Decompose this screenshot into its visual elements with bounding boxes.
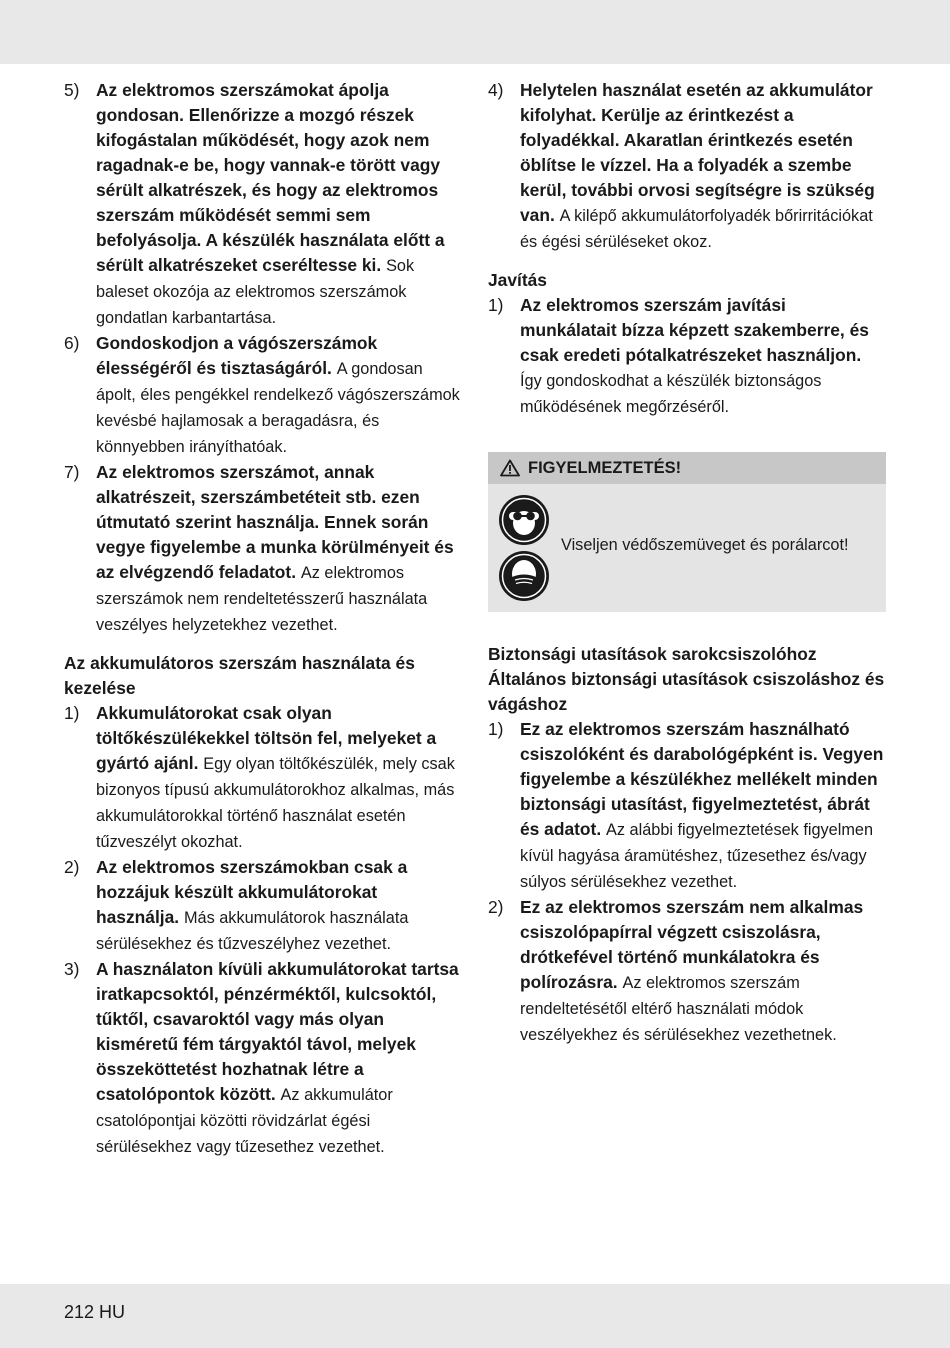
warning-title: FIGYELMEZTETÉS! — [528, 458, 682, 477]
warning-box — [488, 452, 886, 612]
item-normal-text: Egy olyan töltőkészülék, mely csak bizonyos típusú akkumulátorokhoz alkalmas, más akkumulátorokkal történő használat esetén tűzveszélyt okozhat. — [96, 755, 455, 851]
item-bold-text: Az elektromos szerszámokban csak a hozzájuk készült akkumulátorokat használja. — [96, 857, 408, 927]
item-number: 7) — [64, 462, 80, 482]
list-item — [488, 895, 886, 1048]
list-item — [488, 293, 886, 420]
item-normal-text: Más akkumulátorok használata sérülésekhez és tűzveszélyhez vezethet. — [96, 909, 409, 953]
section-subheading: Általános biztonsági utasítások csiszoláshoz és vágáshoz — [488, 669, 885, 714]
item-normal-text: Az alábbi figyelmeztetések figyelmen kívül hagyása áramütéshez, tűzesethez és/vagy súlyos sérülésekhez vezethet. — [520, 821, 873, 891]
item-number: 1) — [488, 719, 504, 739]
list-item — [488, 78, 886, 255]
item-bold-text: Ez az elektromos szerszám használható csiszolóként és darabológépként is. Vegyen figyelembe a készülékhez mellékelt minden biztonsági utasítást, figyelmeztetést, ábrát és adatot. — [520, 719, 884, 839]
warning-triangle-icon — [500, 459, 520, 477]
item-normal-text: A gondosan ápolt, éles pengékkel rendelkező vágószerszámok kevésbé hajlamosak a beragadásra, és könnyebben irányíthatóak. — [96, 360, 460, 456]
item-bold-text: Gondoskodjon a vágószerszámok élességéről és tisztaságáról. — [96, 333, 378, 378]
item-number: 2) — [488, 897, 504, 917]
list-item — [64, 78, 464, 331]
item-number: 5) — [64, 80, 80, 100]
item-normal-text: Így gondoskodhat a készülék biztonságos működésének megőrzéséről. — [520, 372, 822, 416]
left-column — [64, 78, 464, 1160]
item-normal-text: Az akkumulátor csatolópontjai közötti rövidzárlat égési sérülésekhez vagy tűzesethez vezethet. — [96, 1086, 393, 1156]
item-number: 1) — [64, 703, 80, 723]
bottom-band — [0, 1284, 950, 1348]
list-item — [64, 331, 464, 460]
top-band — [0, 0, 950, 64]
section-heading: Az akkumulátoros szerszám használata és kezelése — [64, 653, 415, 698]
item-normal-text: Az elektromos szerszámok nem rendeltetésszerű használata veszélyes helyzetekhez vezethet. — [96, 564, 428, 634]
goggles-icon — [498, 494, 550, 546]
list-item — [64, 460, 464, 638]
item-number: 3) — [64, 959, 80, 979]
list-item — [64, 701, 464, 855]
warning-header — [488, 452, 886, 484]
list-item — [64, 855, 464, 957]
item-bold-text: Akkumulátorokat csak olyan töltőkészülékekkel töltsön fel, melyeket a gyártó ajánl. — [96, 703, 437, 773]
dust-mask-icon — [498, 550, 550, 602]
page-number: 212 HU — [64, 1302, 126, 1322]
item-bold-text: Helytelen használat esetén az akkumulátor kifolyhat. Kerülje az érintkezést a folyadékkal. Akaratlan érintkezés esetén öblítse le vízzel. Ha a folyadék a szembe kerül, további orvosi segítségre is szükség van. — [520, 80, 875, 225]
item-number: 4) — [488, 80, 504, 100]
list-item — [488, 717, 886, 895]
item-number: 1) — [488, 295, 504, 315]
item-normal-text: A kilépő akkumulátorfolyadék bőrirritációkat és égési sérüléseket okoz. — [520, 207, 873, 251]
item-bold-text: Az elektromos szerszámokat ápolja gondosan. Ellenőrizze a mozgó részek kifogástalan működését, hogy azok nem ragadnak-e be, hogy vannak-e törött vagy sérült alkatrészek, és hogy az elektromos szerszám működését semmi sem befolyásolja. A készülék használata előtt a sérült alkatrészeket cseréltesse ki. — [96, 80, 445, 275]
section-heading: Biztonsági utasítások sarokcsiszolóhoz — [488, 644, 817, 664]
item-bold-text: Az elektromos szerszám javítási munkálatait bízza képzett szakemberre, és csak eredeti pótalkatrészeket használjon. — [520, 295, 869, 365]
item-number: 6) — [64, 333, 80, 353]
item-normal-text: Sok baleset okozója az elektromos szerszámok gondatlan karbantartása. — [96, 257, 415, 327]
item-normal-text: Az elektromos szerszám rendeltetésétől eltérő használati módok veszélyekhez és sérülésekhez vezethetnek. — [520, 974, 837, 1044]
right-column — [488, 78, 886, 1048]
item-bold-text: Az elektromos szerszámot, annak alkatrészeit, szerszámbetéteit stb. ezen útmutató szerint használja. Ennek során vegye figyelembe a munka körülményeit és az elvégzendő feladatot. — [96, 462, 454, 582]
warning-text: Viseljen védőszemüveget és porálarcot! — [561, 536, 849, 554]
section-heading: Javítás — [488, 270, 547, 290]
item-bold-text: Ez az elektromos szerszám nem alkalmas csiszolópapírral végzett csiszolásra, drótkefével történő munkálatokra és polírozásra. — [520, 897, 864, 992]
list-item — [64, 957, 464, 1160]
item-number: 2) — [64, 857, 80, 877]
item-bold-text: A használaton kívüli akkumulátorokat tartsa iratkapcsoktól, pénzérméktől, kulcsoktól, tűktől, csavaroktól vagy más olyan kisméretű fém tárgyaktól távol, melyek összeköttetést hozhatnak létre a csatolópontok között. — [96, 959, 459, 1104]
